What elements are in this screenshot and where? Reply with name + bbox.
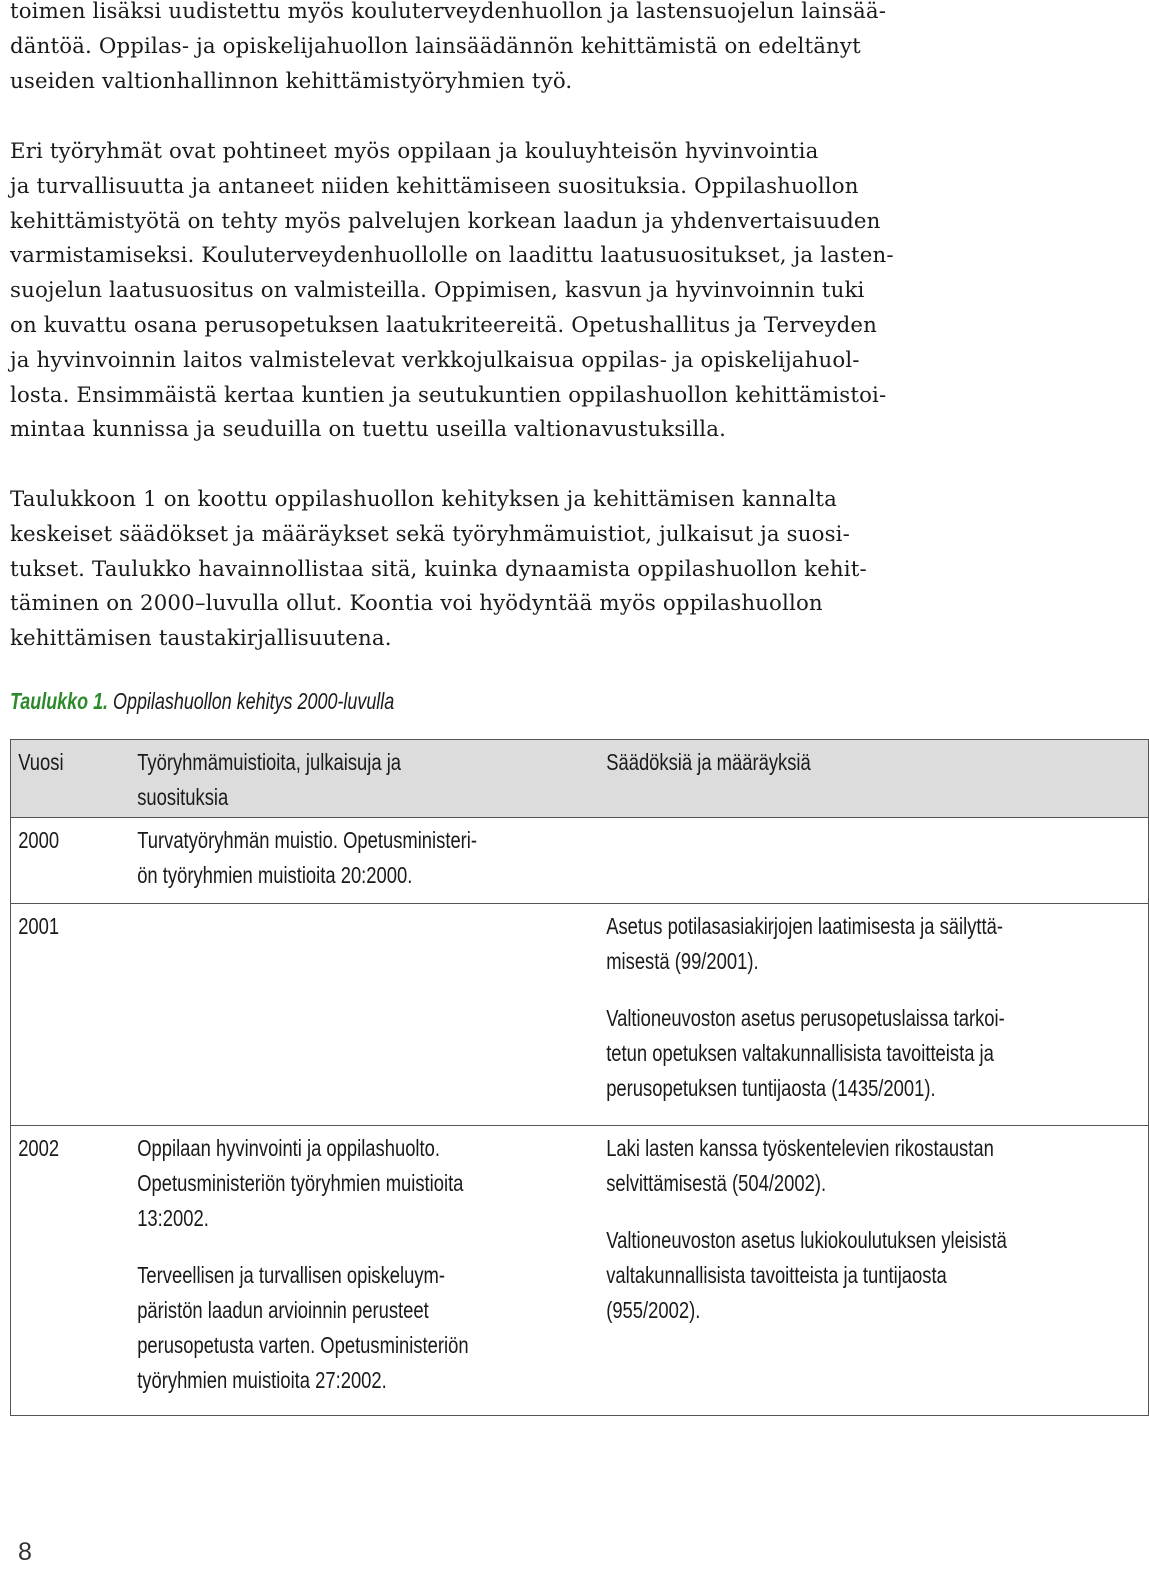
row-memos: Turvatyöryhmän muistio. Opetusministeri- ön työryhmien muistioita 20:2000. xyxy=(137,827,478,888)
development-table xyxy=(10,739,1149,1416)
body-paragraph-2: Eri työryhmät ovat pohtineet myös oppilaan ja kouluyhteisön hyvinvointia ja turvallisuutta ja antaneet niiden kehittämiseen suosituksia. Oppilashuollon kehittämistyötä on tehty myös palvelujen korkean laadun ja yhdenvertaisuuden varmistamiseksi. Kouluterveydenhuollolle on laadittu laatusuositukset, ja lasten- suojelun laatusuositus on valmisteilla. Oppimisen, kasvun ja hyvinvoinnin tuki on kuvattu osana perusopetuksen laatukriteereitä. Opetushallitus ja Terveyden ja hyvinvoinnin laitos valmistelevat verkkojulkaisua oppilas- ja opiskelijahuol- losta. Ensimmäistä kertaa kuntien ja seutukuntien oppilashuollon kehittämistoi- mintaa kunnissa ja seuduilla on tuettu useilla valtionavustuksilla. xyxy=(10,139,894,443)
header-statutes: Säädöksiä ja määräyksiä xyxy=(606,749,811,775)
table-row xyxy=(11,818,1149,904)
row-year: 2000 xyxy=(18,827,60,853)
table-row xyxy=(11,904,1149,1126)
row-year: 2002 xyxy=(18,1135,60,1161)
table-caption-label: Taulukko 1. xyxy=(10,688,109,714)
table-row xyxy=(11,1126,1149,1416)
body-paragraph-3: Taulukkoon 1 on koottu oppilashuollon kehityksen ja kehittämisen kannalta keskeiset säädökset ja määräykset sekä työryhmämuistiot, julkaisut ja suosi- tukset. Taulukko havainnollistaa sitä, kuinka dynaamista oppilashuollon kehit- täminen on 2000–luvulla ollut. Koontia voi hyödyntää myös oppilashuollon kehittämisen taustakirjallisuutena. xyxy=(10,487,867,652)
row-memos-second: Terveellisen ja turvallisen opiskeluym- päristön laadun arvioinnin perusteet perusopetusta varten. Opetusministeriön työryhmien muistioita 27:2002. xyxy=(137,1262,469,1393)
row-memos: Oppilaan hyvinvointi ja oppilashuolto. Opetusministeriön työryhmien muistioita 13:2002. xyxy=(137,1135,464,1231)
table-caption xyxy=(10,688,394,715)
table-caption-title: Oppilashuollon kehitys 2000-luvulla xyxy=(113,688,395,714)
page-number: 8 xyxy=(18,1538,32,1566)
body-paragraph-1: toimen lisäksi uudistettu myös kouluterveydenhuollon ja lastensuojelun lainsää- däntöä. Oppilas- ja opiskelijahuollon lainsäädännön kehittämistä on edeltänyt useiden valtionhallinnon kehittämistyöryhmien työ. xyxy=(10,0,887,94)
row-statutes-second: Valtioneuvoston asetus perusopetuslaissa tarkoi- tetun opetuksen valtakunnallisista tavoitteista ja perusopetuksen tuntijaosta (1435/2001). xyxy=(606,1005,1005,1101)
row-statutes: Asetus potilasasiakirjojen laatimisesta ja säilyttä- misestä (99/2001). xyxy=(606,913,1003,974)
row-memos xyxy=(130,904,505,909)
row-statutes: Laki lasten kanssa työskentelevien rikostaustan selvittämisestä (504/2002). xyxy=(606,1135,994,1196)
header-memos: Työryhmämuistioita, julkaisuja ja suosituksia xyxy=(137,749,402,810)
row-statutes xyxy=(599,818,1038,823)
row-statutes-second: Valtioneuvoston asetus lukiokoulutuksen yleisistä valtakunnallisista tavoitteista ja tuntijaosta (955/2002). xyxy=(606,1227,1007,1323)
row-year: 2001 xyxy=(18,913,60,939)
header-year: Vuosi xyxy=(18,749,64,775)
table-header-row xyxy=(11,740,1149,818)
